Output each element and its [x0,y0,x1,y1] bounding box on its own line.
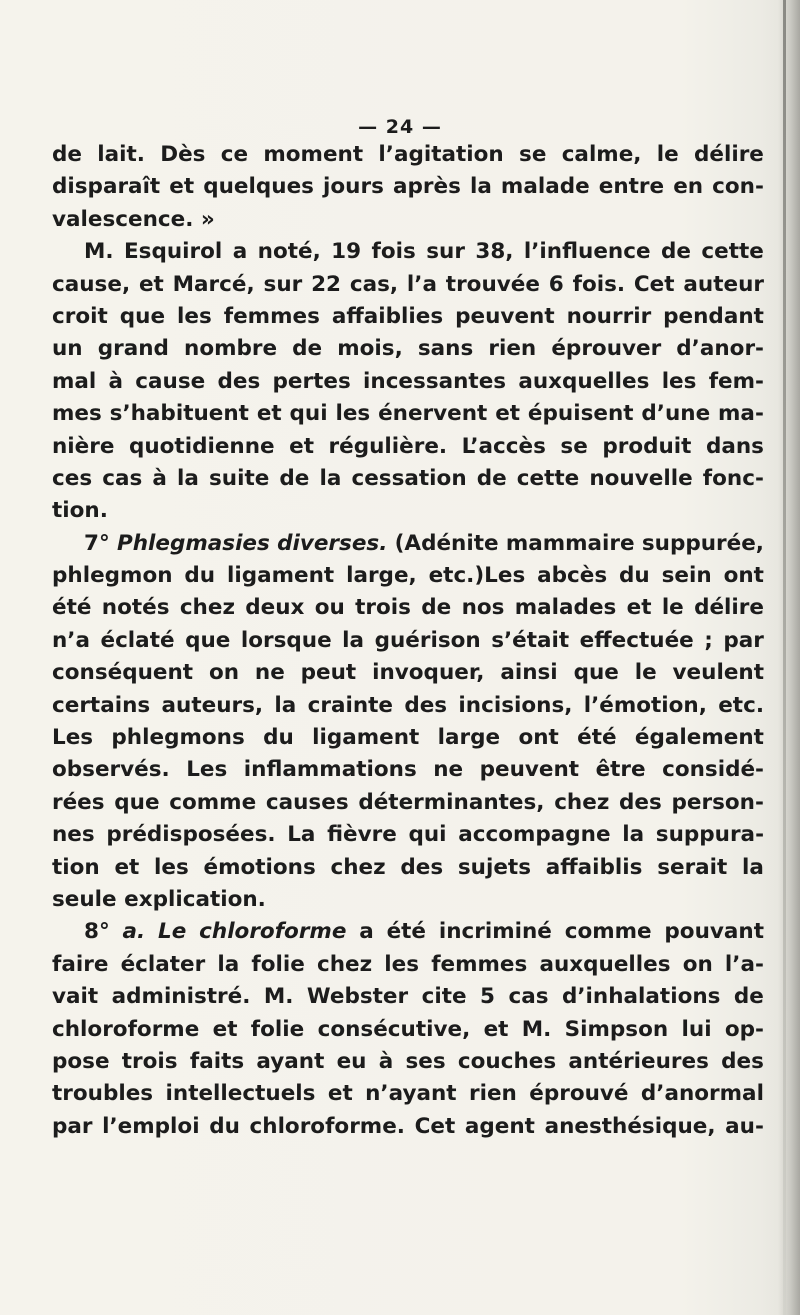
text-line: nes prédisposées. La fièvre qui accompagne la suppura- [52,822,764,848]
page-edge-shadow [778,0,800,1315]
text-line: tion. [52,498,108,524]
page-binding-edge [783,0,786,1315]
text-line: ces cas à la suite de la cessation de cette nouvelle fonc- [52,465,764,491]
text-line: faire éclater la folie chez les femmes auxquelles on l’a- [52,951,764,977]
text-line: phlegmon du ligament large, etc.)Les abcès du sein ont [52,563,764,589]
text-line: M. Esquirol a noté, 19 fois sur 38, l’influence de cette [84,239,764,265]
text-line: rées que comme causes déterminantes, chez des person- [52,789,764,815]
text-line: vait administré. M. Webster cite 5 cas d’inhalations de [52,984,764,1010]
text-line: pose trois faits ayant eu à ses couches antérieures des [52,1048,764,1074]
text-line: disparaît et quelques jours après la malade entre en con- [52,174,764,200]
text-line: chloroforme et folie consécutive, et M. Simpson lui op- [52,1016,764,1042]
text-line: de lait. Dès ce moment l’agitation se calme, le délire [52,142,764,167]
text-line: croit que les femmes affaiblies peuvent nourrir pendant [52,303,764,329]
text-line: mes s’habituent et qui les énervent et épuisent d’une ma- [52,401,764,427]
text-line: été notés chez deux ou trois de nos malades et le délire [52,595,764,621]
text-line: seule explication. [52,886,266,912]
text-line: cause, et Marcé, sur 22 cas, l’a trouvée 6 fois. Cet auteur [52,271,764,297]
text-line: conséquent on ne peut invoquer, ainsi que le veulent [52,660,764,686]
text-line: mal à cause des pertes incessantes auxquelles les fem- [52,368,764,394]
text-line: 8° a. Le chloroforme a été incriminé comme pouvant [84,919,764,945]
text-line: troubles intellectuels et n’ayant rien éprouvé d’anormal [52,1081,764,1107]
text-line: nière quotidienne et régulière. L’accès se produit dans [52,433,764,459]
text-line: Les phlegmons du ligament large ont été également [52,725,764,751]
text-line: certains auteurs, la crainte des incisions, l’émotion, etc. [52,692,764,718]
text-line: un grand nombre de mois, sans rien éprouver d’anor- [52,336,764,362]
text-line: observés. Les inflammations ne peuvent être considé- [52,757,764,783]
text-line: n’a éclaté que lorsque la guérison s’était effectuée ; par [52,627,764,653]
body-text [52,139,764,1143]
page-number: — 24 — [358,116,442,138]
text-line: par l’emploi du chloroforme. Cet agent anesthésique, au- [52,1113,764,1139]
text-line: tion et les émotions chez des sujets affaiblis serait la [52,854,764,880]
text-line: 7° Phlegmasies diverses. (Adénite mammaire suppurée, [84,530,764,556]
text-line: valescence. » [52,206,215,232]
